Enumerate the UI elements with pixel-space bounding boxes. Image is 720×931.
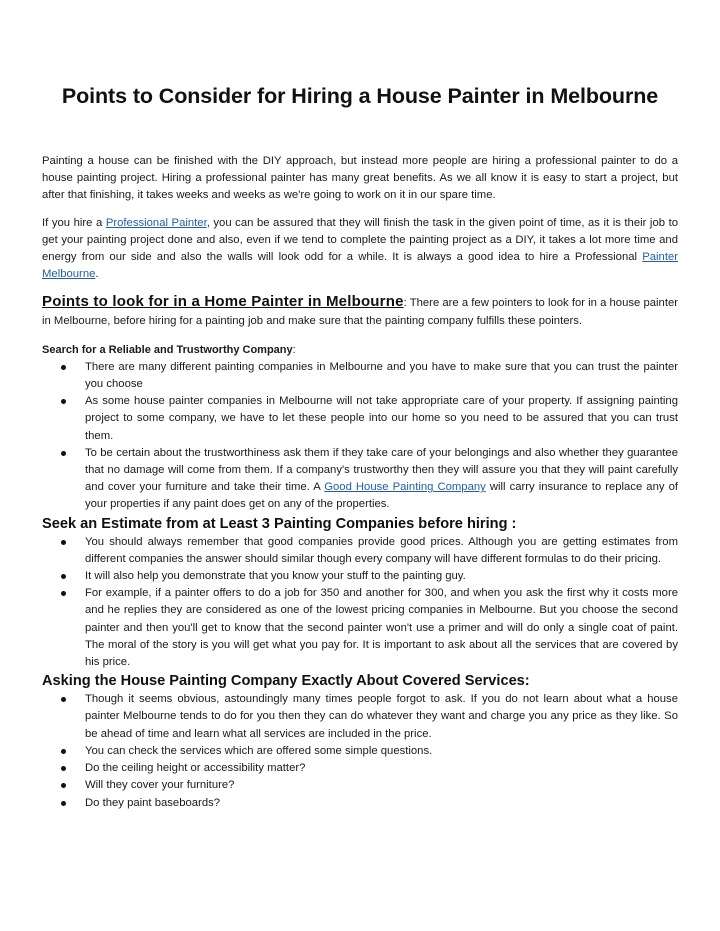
list-item-text-end: will carry insurance to replace any of your properties if any paint does get on any of the properties. [85,481,678,511]
bullet-icon [61,783,66,788]
bullet-icon [61,766,66,771]
list-item-text: Will they cover your furniture? [85,779,235,792]
page-title: Points to Consider for Hiring a House Painter in Melbourne [61,84,659,108]
reliable-company-colon: : [292,343,296,356]
list-item [42,445,678,514]
covered-services-list [42,691,678,811]
list-item-text: Do they paint baseboards? [85,796,221,809]
estimate-heading: Seek an Estimate from at Least 3 Painting Companies before hiring : [42,515,517,532]
list-item-text: Do the ceiling height or accessibility matter? [85,762,306,775]
professional-painter-link[interactable]: Professional Painter [105,216,207,229]
list-item [42,760,678,777]
bullet-icon [61,801,66,806]
list-item [42,777,678,794]
list-item [42,743,678,760]
hire-paragraph [42,215,678,284]
list-item-text: Though it seems obvious, astoundingly many times people forgot to ask. If you do not learn about what a house painter Melbourne tends to do for you then they can do whatever they want and charge you any price as they like. So be ahead of time and learn what all services are included in the price. [85,693,678,740]
bullet-icon [61,540,66,545]
points-heading: Points to look for in a Home Painter in Melbourne [42,293,404,311]
hire-text-middle: , you can be assured that they will finish the task in the given point of time, as it is their job to get your painting project done and also, even if we tend to complete the painting project as a DIY, it takes a lot more time and energy from our side and also the walls will look odd for a while. It is always a good idea to hire a Professional [42,216,678,264]
points-colon: : [403,297,407,310]
list-item-text: As some house painter companies in Melbourne will not take appropriate care of your property. If assigning painting project to some company, we have to let these people into our home so you need to be assured that you can trust them. [85,395,678,442]
list-item [42,585,678,671]
list-item-text: For example, if a painter offers to do a job for 350 and another for 300, and when you ask the first why it costs more and he replies they are considered as one of the lowest pricing companies in Melbourne. But you choose the second painter and then you'll get to know that the second painter won't use a primer and will do only a single coat of paint. The moral of the story is you will get what you pay for. It is important to ask about all the services that are covered by his price. [85,587,678,669]
list-item-text: You can check the services which are offered some simple questions. [85,744,433,757]
bullet-icon [61,365,66,370]
intro-paragraph: Painting a house can be finished with the DIY approach, but instead more people are hiring a professional painter to do a house painting project. Hiring a professional painter has many great benefits. As we all know it is easy to start a project, but after that finishing, it takes weeks and weeks as we're going to work on it in our spare time. [42,155,678,202]
bullet-icon [61,697,66,702]
points-section [42,293,678,329]
hire-text-start: If you hire a [42,216,106,229]
bullet-icon [61,591,66,596]
good-house-painting-company-link[interactable]: Good House Painting Company [324,481,486,494]
points-text: There are a few pointers to look for in a house painter in Melbourne, before hiring for a painting job and make sure that the painting company fulfills these pointers. [42,297,679,327]
list-item [42,568,678,585]
reliable-list [42,359,678,514]
bullet-icon [61,574,66,579]
reliable-company-label [42,342,678,359]
list-item [42,795,678,812]
estimate-list [42,534,678,672]
list-item [42,691,678,743]
list-item-text-start: To be certain about the trustworthiness ask them if they take care of your belongings and also whether they guarantee that no damage will come from them. If a company's trustworthy then they will assure you that they will paint carefully and cover your furniture and take their time. A [85,446,678,494]
list-item-text: There are many different painting companies in Melbourne and you have to make sure that you can trust the painter you choose [85,360,678,391]
covered-services-heading: Asking the House Painting Company Exactly About Covered Services: [42,673,530,690]
painter-melbourne-link[interactable]: Painter Melbourne [42,251,678,281]
list-item [42,359,678,393]
list-item-text: You should always remember that good companies provide good prices. Although you are getting estimates from different companies the answer should similar though every company will have different formulas to do their pricing. [85,535,678,565]
list-item-text: It will also help you demonstrate that you know your stuff to the painting guy. [85,570,466,583]
bullet-icon [61,451,66,456]
list-item [42,534,678,568]
bullet-icon [61,749,66,754]
reliable-company-label-text: Search for a Reliable and Trustworthy Company [42,343,293,356]
bullet-icon [61,399,66,404]
list-item [42,393,678,445]
hire-text-end: . [95,268,99,281]
